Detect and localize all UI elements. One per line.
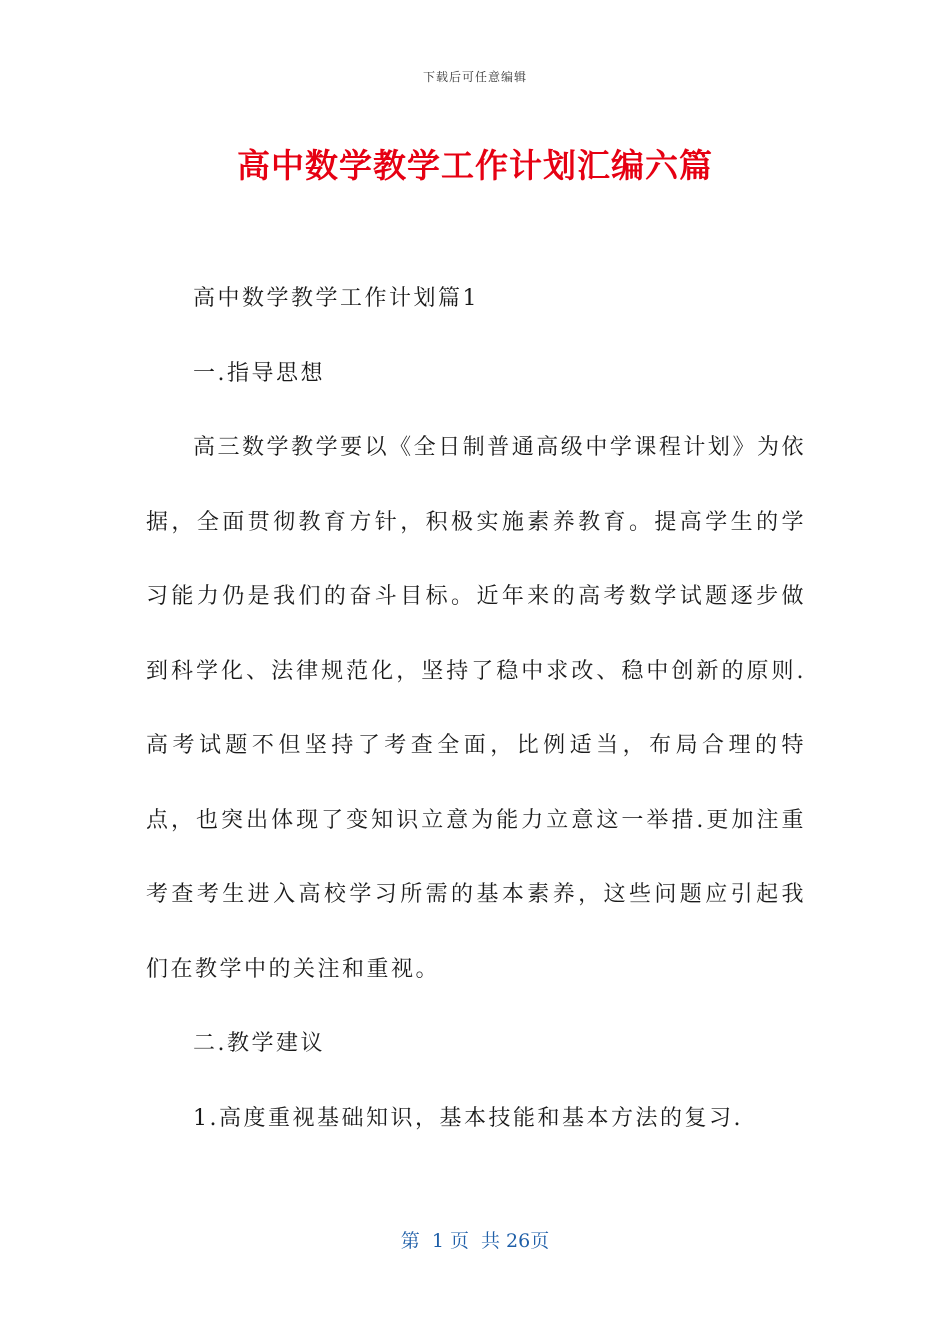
section-heading-part1: 高中数学教学工作计划篇1: [193, 286, 479, 311]
document-title: 高中数学教学工作计划汇编六篇: [237, 146, 713, 185]
document-body: [146, 262, 806, 1156]
header-note: 下载后可任意编辑: [422, 70, 527, 84]
section-heading-guiding-thought: 一.指导思想: [193, 360, 325, 386]
page-number-footer: 第 1 页 共 26页: [400, 1230, 550, 1252]
body-paragraph-guiding-thought: 高三数学教学要以《全日制普通高级中学课程计划》为依据，全面贯彻教育方针，积极实施素养教育。提高学生的学习能力仍是我们的奋斗目标。近年来的高考数学试题逐步做到科学化、法律规范化，坚持了稳中求改、稳中创新的原则.高考试题不但坚持了考查全面，比例适当，布局合理的特点，也突出体现了变知识立意为能力立意这一举措.更加注重考查考生进入高校学习所需的基本素养，这些问题应引起我们在教学中的关注和重视。: [146, 435, 806, 982]
section-heading-teaching-suggestions: 二.教学建议: [193, 1031, 325, 1056]
list-item-suggestion-1: 1.高度重视基础知识，基本技能和基本方法的复习.: [193, 1105, 743, 1131]
